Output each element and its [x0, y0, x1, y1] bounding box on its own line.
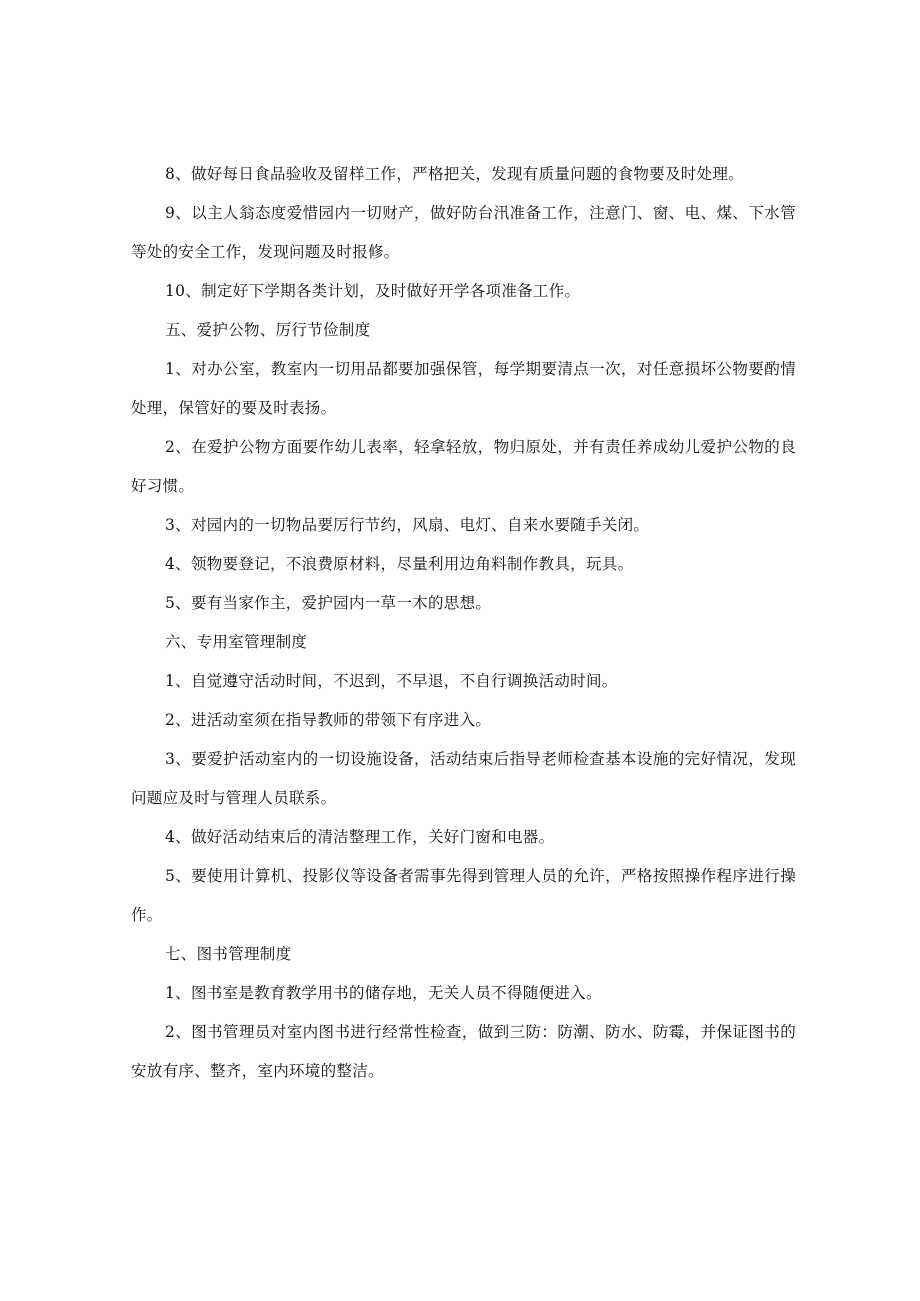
paragraph-item: 5、要有当家作主，爱护园内一草一木的思想。 — [165, 594, 492, 612]
paragraph-item: 2、进活动室须在指导教师的带领下有序进入。 — [165, 711, 492, 729]
paragraph-item: 4、做好活动结束后的清洁整理工作，关好门窗和电器。 — [165, 828, 555, 846]
paragraph-item-8: 8、做好每日食品验收及留样工作，严格把关，发现有质量问题的食物要及时处理。 — [165, 165, 744, 183]
paragraph-item-9: 9、以主人翁态度爱惜园内一切财产，做好防台汛准备工作，注意门、窗、电、煤、下水管等处的安全工作，发现问题及时报修。 — [131, 204, 796, 261]
document-body — [131, 155, 796, 1091]
paragraph-item: 5、要使用计算机、投影仪等设备者需事先得到管理人员的允许，严格按照操作程序进行操作。 — [131, 867, 796, 924]
paragraph-item: 1、对办公室，教室内一切用品都要加强保管，每学期要清点一次，对任意损坏公物要酌情处理，保管好的要及时表扬。 — [131, 360, 796, 417]
paragraph-item: 3、对园内的一切物品要厉行节约，风扇、电灯、自来水要随手关闭。 — [165, 516, 650, 534]
paragraph-item-10: 10、制定好下学期各类计划，及时做好开学各项准备工作。 — [165, 282, 581, 300]
paragraph-item: 1、图书室是教育教学用书的储存地，无关人员不得随便进入。 — [165, 984, 602, 1002]
paragraph-item: 4、领物要登记，不浪费原材料，尽量利用边角料制作教具，玩具。 — [165, 555, 634, 573]
section-heading-6: 六、专用室管理制度 — [165, 633, 308, 651]
paragraph-item: 1、自觉遵守活动时间，不迟到，不早退，不自行调换活动时间。 — [165, 672, 618, 690]
paragraph-item: 2、在爱护公物方面要作幼儿表率，轻拿轻放，物归原处，并有责任养成幼儿爱护公物的良好习惯。 — [131, 438, 796, 495]
section-heading-7: 七、图书管理制度 — [165, 945, 292, 963]
section-heading-5: 五、爱护公物、厉行节俭制度 — [165, 321, 371, 339]
paragraph-item: 2、图书管理员对室内图书进行经常性检查，做到三防：防潮、防水、防霉，并保证图书的安放有序、整齐，室内环境的整洁。 — [131, 1023, 796, 1080]
paragraph-item: 3、要爱护活动室内的一切设施设备，活动结束后指导老师检查基本设施的完好情况，发现问题应及时与管理人员联系。 — [131, 750, 796, 807]
